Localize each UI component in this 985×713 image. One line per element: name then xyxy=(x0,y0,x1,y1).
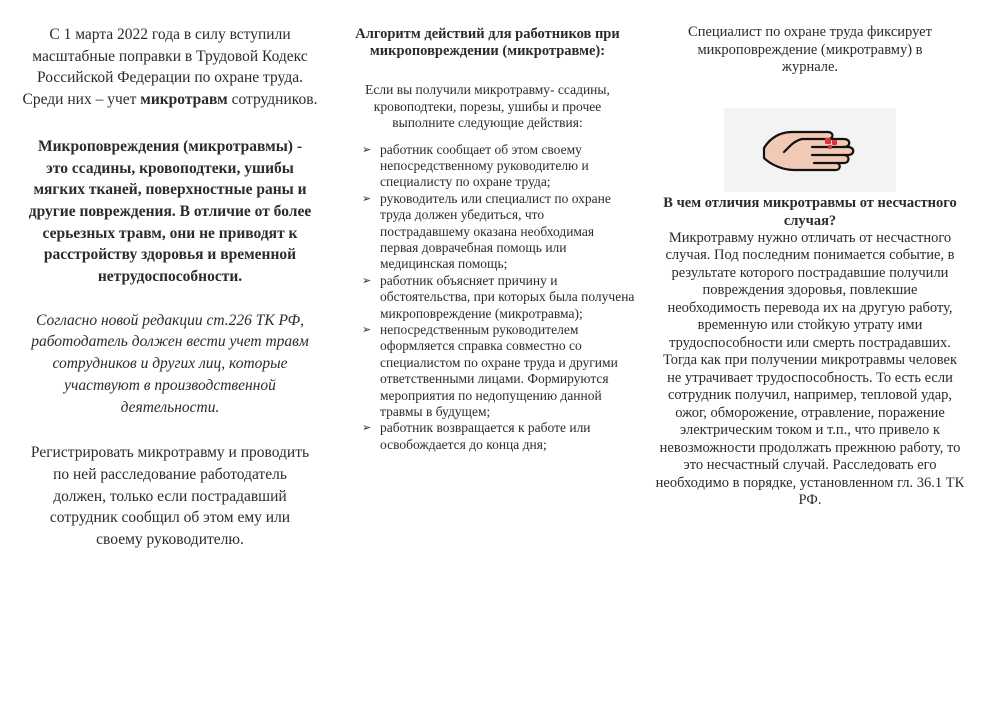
difference-answer-1: Микротравму нужно отличать от несчастного случая. Под последним понимается событие, в результате которого пострадавшие получили повреждения здоровья, повлекшие необходимость перевода их на другую работу, временную или стойкую утрату ими трудоспособности или смерть пострадавших. xyxy=(665,229,955,351)
difference-question: В чем отличия микротравмы от несчастного случая? xyxy=(663,194,957,229)
list-item: ➢ руководитель или специалист по охране труда должен убедиться, что пострадавшему оказана необходимая первая доврачебная помощь или медицинская помощь; xyxy=(362,190,611,272)
difference-answer-2: Тогда как при получении микротравмы человек не утрачивает трудоспособность. То есть если сотрудник получил, например, тепловой удар, ожог, обморожение, отравление, поражение электрическим током и т.п., что привело к невозможности продолжать прежнюю работу, то это несчастный случай. Расследовать его необходимо в порядке, установленном гл. 36.1 ТК РФ. xyxy=(655,352,965,508)
register-paragraph: Регистрировать микротравму и проводить по ней расследование работодатель должен, только если пострадавший сотрудник сообщил об этом ему или своему руководителю. xyxy=(30,444,310,549)
list-item: ➢ непосредственным руководителем оформляется справка совместно со специалистом по охране труда и другими ответственными лицами. Формируются мероприятия по недопущению данной травмы в будущем; xyxy=(362,321,618,419)
list-item: ➢ работник возвращается к работе или освобождается до конца дня; xyxy=(362,420,591,452)
injured-hand-icon xyxy=(724,108,896,192)
intro-paragraph xyxy=(20,24,320,111)
arrow-bullet-icon: ➢ xyxy=(362,143,372,156)
column-left xyxy=(20,0,320,551)
intro-text-end: сотрудников. xyxy=(227,91,318,109)
algorithm-title: Алгоритм действий для работников при микроповреждении (микротравме): xyxy=(355,26,620,59)
arrow-bullet-icon: ➢ xyxy=(362,274,372,287)
arrow-bullet-icon: ➢ xyxy=(362,323,372,336)
arrow-bullet-icon: ➢ xyxy=(362,192,372,205)
list-item: ➢ работник сообщает об этом своему непосредственному руководителю и специалисту по охране труда; xyxy=(362,141,589,190)
algorithm-intro: Если вы получили микротравму- ссадины, кровоподтеки, порезы, ушибы и прочее выполните следующие действия: xyxy=(365,82,610,130)
column-right xyxy=(655,0,965,510)
definition-paragraph: Микроповреждения (микротравмы) - это ссадины, кровоподтеки, ушибы мягких тканей, поверхностные раны и другие повреждения. В отличие от более серьезных травм, они не приводят к расстройству здоровья и временной нетрудоспособности. xyxy=(28,137,312,286)
list-item: ➢ работник объясняет причину и обстоятельства, при которых была получена микроповреждение (микротравма); xyxy=(362,272,635,321)
specialist-note: Специалист по охране труда фиксирует микроповреждение (микротравму) в журнале. xyxy=(688,24,932,75)
intro-bold-term: микротравм xyxy=(140,91,228,109)
law-paragraph: Согласно новой редакции ст.226 ТК РФ, работодатель должен вести учет травм сотрудников и других лиц, которые участвуют в производственной деятельности. xyxy=(31,311,309,416)
intro-text: С 1 марта 2022 года в силу вступили масштабные поправки в Трудовой Кодекс Российской Федерации по охране труда. Среди них – учет xyxy=(22,26,308,109)
arrow-bullet-icon: ➢ xyxy=(362,422,372,435)
algorithm-steps xyxy=(340,142,635,454)
column-middle xyxy=(340,0,635,453)
